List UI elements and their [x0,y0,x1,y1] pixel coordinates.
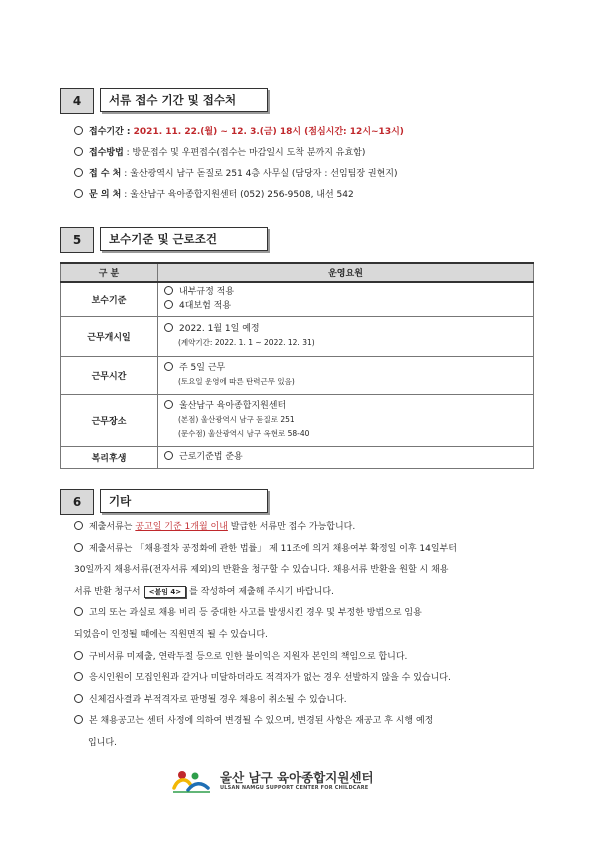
working-conditions-table [60,262,534,469]
row-key: 근무개시일 [61,316,158,356]
list-item: 본 채용공고는 센터 사정에 의하여 변경될 수 있으며, 변경된 사항은 재공고 후 시행 예정 [74,711,544,733]
list-item: 접수방법 : 방문접수 및 우편접수(접수는 마감일시 도착 분까지 유효함) [74,143,404,164]
circle-bullet-icon [74,715,83,724]
section-number: 4 [60,88,94,114]
row-key: 보수기준 [61,282,158,316]
other-notes-list: 제출서류는 공고일 기준 1개월 이내 발급한 서류만 접수 가능합니다. 제출서류는 「채용절차 공정화에 관한 법률」 제 11조에 의거 채용여부 확정일 이후 14일부터 30일까지 채용서류(전자서류 제외)의 반환을 청구할 수 있습니다. 채용서류 반환을 원할 시 채용 서류 반환 청구서 <붙임 4> 를 작성하여 제출해 주시기 바랍니다. 고의 또는 과실로 채용 비리 등 중대한 사고를 발생시킨 경우 및 부정한 방법으로 임용 되었음이 인정될 때에는 직원면직 될 수 있습니다. 구비서류 미제출, 연락두절 등으로 인한 불이익은 지원자 본인의 책임으로 합니다. 응시인원이 모집인원과 같거나 미달하더라도 적격자가 없는 경우 선발하지 않을 수 있습니다. 신체검사결과 부적격자로 판명될 경우 채용이 취소될 수 있습니다. 본 채용공고는 센터 사정에 의하여 변경될 수 있으며, 변경된 사항은 재공고 후 시행 예정 입니다. [74,517,544,755]
list-item: 제출서류는 「채용절차 공정화에 관한 법률」 제 11조에 의거 채용여부 확정일 이후 14일부터 [74,539,544,561]
org-name: 울산 남구 육아종합지원센터 [220,769,374,785]
annex-4-badge: <붙임 4> [144,586,187,598]
column-header: 구 분 [61,263,158,282]
row-key: 근무장소 [61,394,158,446]
circle-bullet-icon [74,651,83,660]
section-5-header [60,227,268,253]
circle-bullet-icon [74,672,83,681]
org-name-en: ULSAN NAMGU SUPPORT CENTER FOR CHILDCARE [220,784,369,791]
table-header-row [61,263,534,282]
table-row [61,356,534,394]
circle-bullet-icon [74,189,83,198]
table-row [61,446,534,468]
table-row [61,316,534,356]
circle-bullet-icon [164,362,173,371]
row-value: 2022. 1월 1일 예정 (계약기간: 2022. 1. 1 ~ 2022. 12. 31) [158,316,534,356]
circle-bullet-icon [74,147,83,156]
childcare-center-logo-icon [170,768,214,794]
row-value: 근로기준법 준용 [158,446,534,468]
section-title: 서류 접수 기간 및 접수처 [100,88,268,112]
circle-bullet-icon [74,607,83,616]
list-item: 제출서류는 공고일 기준 1개월 이내 발급한 서류만 접수 가능합니다. [74,517,544,539]
circle-bullet-icon [164,300,173,309]
table-row [61,282,534,316]
section-number: 5 [60,227,94,253]
list-item: 접수기간 : 2021. 11. 22.(월) ~ 12. 3.(금) 18시 (점심시간: 12시~13시) [74,122,404,143]
application-info-list [74,122,404,206]
row-key: 근무시간 [61,356,158,394]
circle-bullet-icon [74,126,83,135]
circle-bullet-icon [74,694,83,703]
application-period-value: 2021. 11. 22.(월) ~ 12. 3.(금) 18시 (점심시간: 12시~13시) [133,127,404,137]
table-row [61,394,534,446]
circle-bullet-icon [164,400,173,409]
footer-logo [170,768,420,794]
circle-bullet-icon [164,286,173,295]
section-title: 기타 [100,489,268,513]
circle-bullet-icon [74,543,83,552]
section-number: 6 [60,489,94,515]
list-item: 고의 또는 과실로 채용 비리 등 중대한 사고를 발생시킨 경우 및 부정한 방법으로 임용 [74,603,544,625]
list-item: 구비서류 미제출, 연락두절 등으로 인한 불이익은 지원자 본인의 책임으로 합니다. [74,647,544,669]
row-value: 주 5일 근무 (토요일 운영에 따른 탄력근무 있음) [158,356,534,394]
row-key: 복리후생 [61,446,158,468]
circle-bullet-icon [164,451,173,460]
row-value: 내부규정 적용 4대보험 적용 [158,282,534,316]
section-6-header [60,489,268,515]
section-title: 보수기준 및 근로조건 [100,227,268,251]
list-item: 신체검사결과 부적격자로 판명될 경우 채용이 취소될 수 있습니다. [74,690,544,712]
highlight-text: 공고일 기준 1개월 이내 [135,522,228,532]
row-value: 울산남구 육아종합지원센터 (본점) 울산광역시 남구 돋질로 251 (문수점) 울산광역시 남구 옥현로 58-40 [158,394,534,446]
list-item: 접 수 처 : 울산광역시 남구 돋질로 251 4층 사무실 (담당자 : 선임팀장 권현지) [74,164,404,185]
section-4-header [60,88,268,114]
circle-bullet-icon [74,168,83,177]
circle-bullet-icon [164,323,173,332]
column-header: 운영요원 [158,263,534,282]
list-item: 문 의 처 : 울산남구 육아종합지원센터 (052) 256-9508, 내선 542 [74,185,404,206]
list-item: 응시인원이 모집인원과 같거나 미달하더라도 적격자가 없는 경우 선발하지 않을 수 있습니다. [74,668,544,690]
circle-bullet-icon [74,521,83,530]
